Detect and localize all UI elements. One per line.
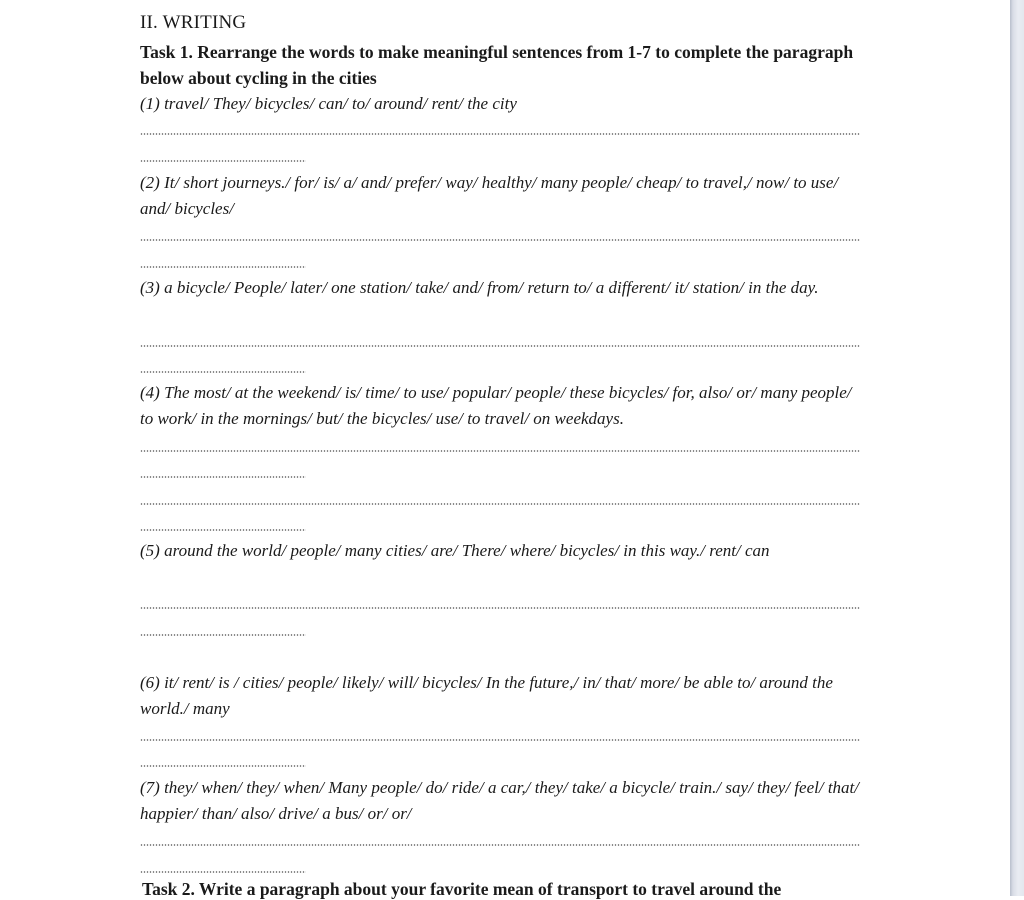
item-text: The most/ at the weekend/ is/ time/ to use/ popular/ people/ these bicycles/ for, also/ or/ many people/ to work/ in the mornings/ but/ the bicycles/ use/ to travel/ on weekdays. [140, 383, 852, 428]
window-right-edge [1010, 0, 1024, 896]
item-text: they/ when/ they/ when/ Many people/ do/ ride/ a car,/ they/ take/ a bicycle/ train./ say/ they/ feel/ that/ happier/ than/ also/ drive/ a bus/ or/ or/ [140, 778, 860, 823]
item-number: (7) [140, 778, 160, 797]
answer-line[interactable] [140, 266, 306, 268]
answer-line[interactable] [140, 345, 860, 347]
answer-line[interactable] [140, 844, 860, 846]
exercise-item-5 [140, 538, 864, 564]
task2-title: Task 2. Write a paragraph about your favorite mean of transport to travel around the [142, 879, 782, 899]
item-number: (2) [140, 173, 160, 192]
answer-line[interactable] [140, 503, 860, 505]
item-text: travel/ They/ bicycles/ can/ to/ around/ rent/ the city [164, 94, 517, 113]
task1-title: Task 1. Rearrange the words to make meaningful sentences from 1-7 to complete the paragraph below about cycling in the cities [140, 42, 854, 88]
item-number: (6) [140, 673, 160, 692]
exercise-item-7 [140, 775, 864, 827]
answer-line[interactable] [140, 634, 306, 636]
exercise-item-6 [140, 670, 864, 722]
answer-line[interactable] [140, 739, 860, 741]
answer-line[interactable] [140, 160, 306, 162]
item-text: a bicycle/ People/ later/ one station/ take/ and/ from/ return to/ a different/ it/ station/ in the day. [164, 278, 819, 297]
item-number: (1) [140, 94, 160, 113]
item-number: (5) [140, 541, 160, 560]
answer-line[interactable] [140, 133, 860, 135]
exercise-item-4 [140, 380, 864, 432]
answer-line[interactable] [140, 871, 306, 873]
answer-line[interactable] [140, 529, 306, 531]
answer-line[interactable] [140, 765, 306, 767]
exercise-item-1 [140, 91, 864, 117]
exercise-item-2 [140, 170, 864, 222]
item-text: around the world/ people/ many cities/ are/ There/ where/ bicycles/ in this way./ rent/ can [164, 541, 770, 560]
item-number: (4) [140, 383, 160, 402]
answer-line[interactable] [140, 239, 860, 241]
answer-line[interactable] [140, 371, 306, 373]
item-text: It/ short journeys./ for/ is/ a/ and/ prefer/ way/ healthy/ many people/ cheap/ to travel,/ now/ to use/ and/ bicycles/ [140, 173, 839, 218]
answer-line[interactable] [140, 476, 306, 478]
section-title: II. WRITING [140, 12, 247, 33]
answer-line[interactable] [140, 607, 860, 609]
exercise-item-3 [140, 275, 864, 301]
answer-line[interactable] [140, 450, 860, 452]
item-number: (3) [140, 278, 160, 297]
item-text: it/ rent/ is / cities/ people/ likely/ will/ bicycles/ In the future,/ in/ that/ more/ be able to/ around the world./ many [140, 673, 833, 718]
